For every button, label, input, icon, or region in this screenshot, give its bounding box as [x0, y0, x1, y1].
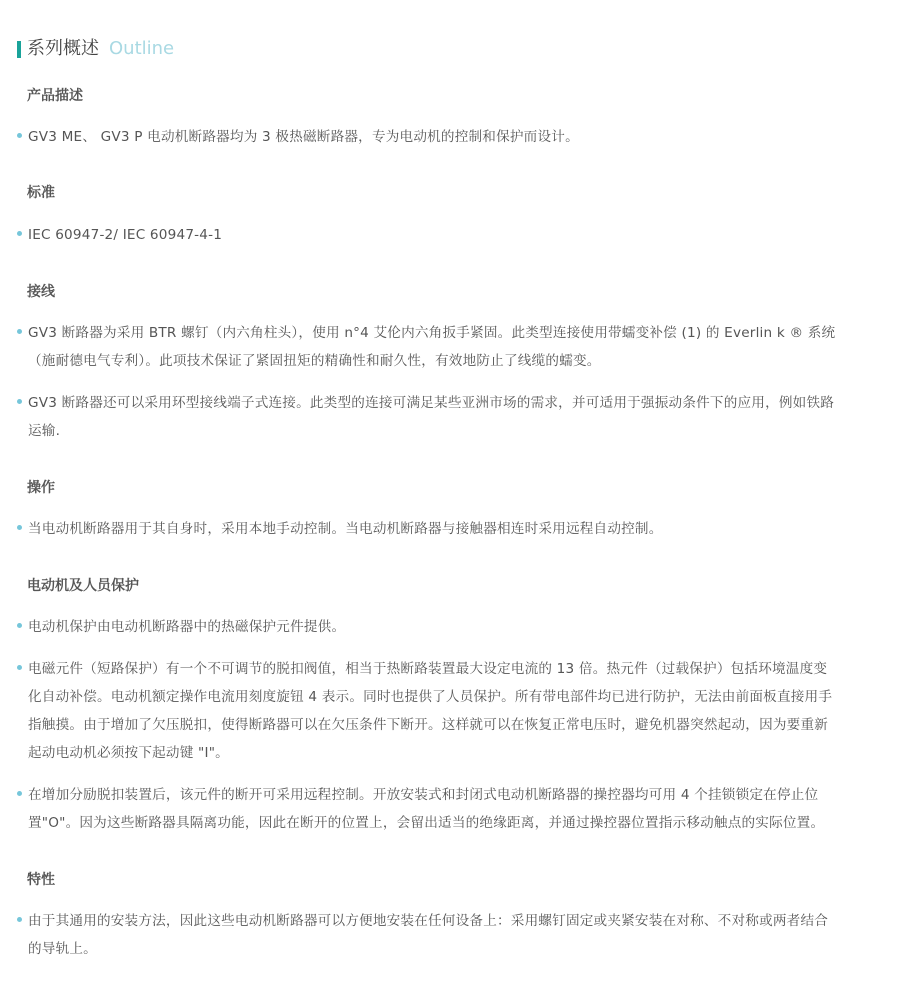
list-item-text: 在增加分励脱扣装置后，该元件的断开可采用远程控制。开放安装式和封闭式电动机断路器的操控器均可用 4 个挂锁锁定在停止位置"O"。因为这些断路器具隔离功能，因此在断开的位置上，会留出适当的绝缘距离，并通过操控器位置指示移动触点的实际位置。 [28, 787, 825, 831]
list-item-text: 电动机保护由电动机断路器中的热磁保护元件提供。 [28, 619, 346, 635]
list-item [17, 655, 839, 767]
bullet-dot-icon [17, 399, 22, 404]
header-title-en: Outline [109, 38, 175, 59]
list-item-text: 当电动机断路器用于其自身时，采用本地手动控制。当电动机断路器与接触器相连时采用远程自动控制。 [28, 521, 663, 537]
section-title-operation: 操作 [27, 480, 55, 496]
section-title-standards: 标准 [27, 185, 55, 201]
list-item-text: GV3 ME、 GV3 P 电动机断路器均为 3 极热磁断路器，专为电动机的控制和保护而设计。 [28, 129, 579, 145]
list-item-text: GV3 断路器还可以采用环型接线端子式连接。此类型的连接可满足某些亚洲市场的需求，并可适用于强振动条件下的应用，例如铁路运输. [28, 395, 835, 439]
list-item [17, 613, 839, 641]
list-item-text: 电磁元件（短路保护）有一个不可调节的脱扣阀值，相当于热断路装置最大设定电流的 13 倍。热元件（过载保护）包括环境温度变化自动补偿。电动机额定操作电流用刻度旋钮 4 表示。同时也提供了人员保护。所有带电部件均已进行防护，无法由前面板直接用手指触摸。由于增加了欠压脱扣，使得断路器可以在欠压条件下断开。这样就可以在恢复正常电压时，避免机器突然起动，因为要重新起动电动机必须按下起动键 "I"。 [28, 661, 833, 761]
bullet-dot-icon [17, 329, 22, 334]
section-title-wiring: 接线 [27, 284, 55, 300]
list-item [17, 781, 839, 837]
bullet-dot-icon [17, 231, 22, 236]
header-accent-bar [17, 41, 21, 58]
list-item-text: GV3 断路器为采用 BTR 螺钉（内六角柱头），使用 n°4 艾伦内六角扳手紧固。此类型连接使用带蠕变补偿 (1) 的 Everlin k ® 系统（施耐德电气专利）。此项技术保证了紧固扭矩的精确性和耐久性，有效地防止了线缆的蠕变。 [28, 325, 836, 369]
section-title-motor-personnel-protection: 电动机及人员保护 [27, 578, 139, 594]
bullet-dot-icon [17, 133, 22, 138]
list-item [17, 123, 839, 151]
section-header [17, 37, 174, 61]
bullet-dot-icon [17, 525, 22, 530]
list-item [17, 319, 839, 375]
bullet-dot-icon [17, 665, 22, 670]
bullet-dot-icon [17, 791, 22, 796]
list-item-text: 由于其通用的安装方法，因此这些电动机断路器可以方便地安装在任何设备上：采用螺钉固定或夹紧安装在对称、不对称或两者结合的导轨上。 [28, 913, 829, 957]
list-item-text: IEC 60947-2/ IEC 60947-4-1 [28, 227, 223, 243]
list-item [17, 221, 839, 249]
list-item [17, 515, 839, 543]
list-item [17, 907, 839, 963]
bullet-dot-icon [17, 917, 22, 922]
list-item [17, 389, 839, 445]
bullet-dot-icon [17, 623, 22, 628]
section-title-features: 特性 [27, 872, 55, 888]
section-title-product-description: 产品描述 [27, 88, 83, 104]
header-title-cn: 系列概述 [27, 38, 99, 59]
